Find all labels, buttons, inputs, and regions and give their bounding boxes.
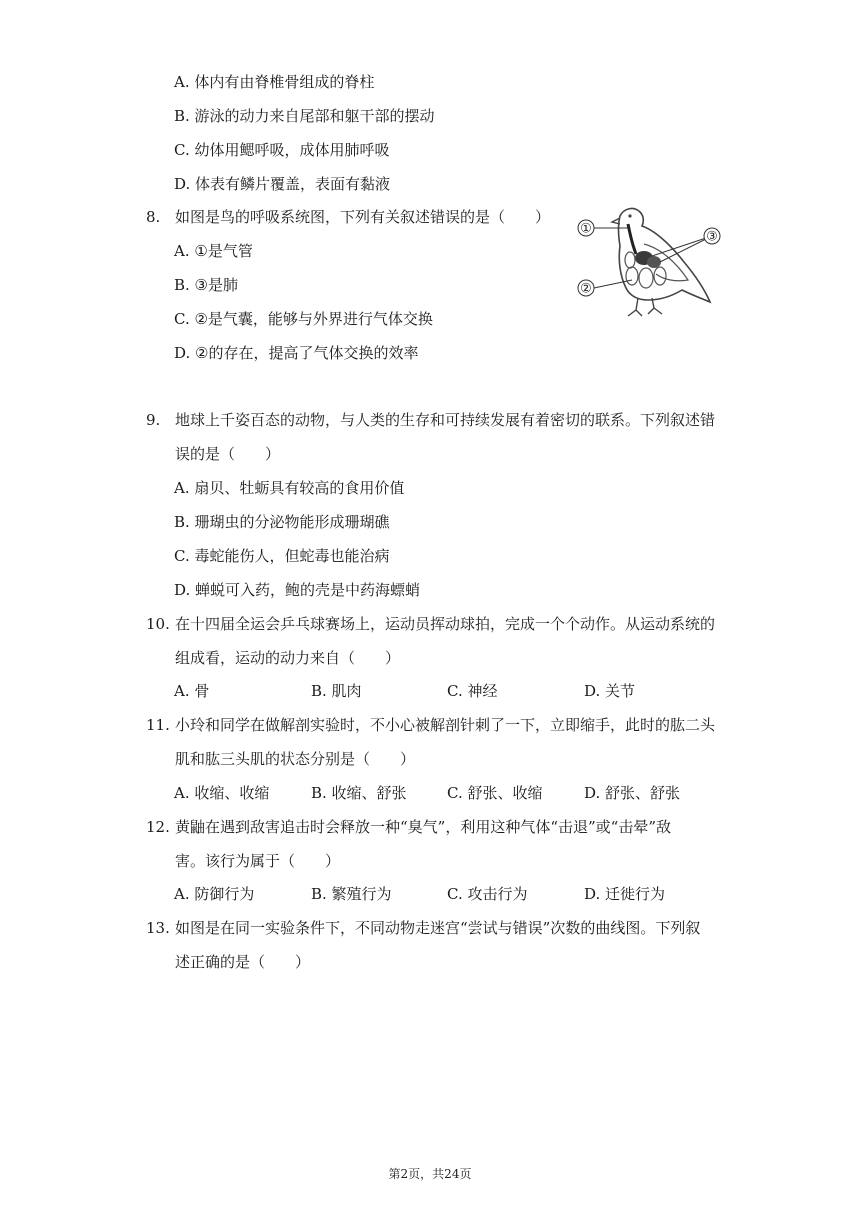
q9-option-a: A. 扇贝、牡蛎具有较高的食用价值 bbox=[174, 479, 405, 497]
q11-option-a: A. 收缩、收缩 bbox=[174, 784, 270, 802]
q10-text-line2: 组成看，运动的动力来自（ ） bbox=[175, 649, 401, 667]
q10-option-b: B. 肌肉 bbox=[311, 682, 362, 700]
q7-option-c: C. 幼体用鳃呼吸，成体用肺呼吸 bbox=[174, 141, 390, 159]
q12-text-line2: 害。该行为属于（ ） bbox=[175, 852, 341, 870]
figure-label-2 bbox=[578, 280, 594, 297]
svg-text:②: ② bbox=[580, 281, 592, 297]
q9-text-line2: 误的是（ ） bbox=[175, 445, 281, 463]
q12-option-a: A. 防御行为 bbox=[174, 885, 255, 903]
q8-option-d: D. ②的存在，提高了气体交换的效率 bbox=[174, 344, 419, 362]
q12-text-line1: 黄鼬在遇到敌害追击时会释放一种“臭气”，利用这种气体“击退”或“击晕”敌 bbox=[175, 818, 672, 836]
q9-option-d: D. 蝉蜕可入药，鲍的壳是中药海螵蛸 bbox=[174, 581, 421, 599]
q7-option-b: B. 游泳的动力来自尾部和躯干部的摆动 bbox=[174, 107, 435, 125]
q7-option-d: D. 体表有鳞片覆盖，表面有黏液 bbox=[174, 175, 391, 193]
q12-option-c: C. 攻击行为 bbox=[447, 885, 528, 903]
q12-option-b: B. 繁殖行为 bbox=[311, 885, 392, 903]
q9-number: 9. bbox=[146, 411, 161, 429]
q9-option-c: C. 毒蛇能伤人，但蛇毒也能治病 bbox=[174, 547, 390, 565]
svg-text:③: ③ bbox=[706, 229, 718, 245]
q11-text-line2: 肌和肱三头肌的状态分别是（ ） bbox=[175, 750, 416, 768]
q10-option-d: D. 关节 bbox=[584, 682, 636, 700]
q11-option-d: D. 舒张、舒张 bbox=[584, 784, 681, 802]
q13-text-line1: 如图是在同一实验条件下，不同动物走迷宫“尝试与错误”次数的曲线图。下列叙 bbox=[175, 919, 701, 937]
q12-option-d: D. 迁徙行为 bbox=[584, 885, 666, 903]
q10-text-line1: 在十四届全运会乒乓球赛场上，运动员挥动球拍，完成一个个动作。从运动系统的 bbox=[175, 615, 716, 633]
q10-option-c: C. 神经 bbox=[447, 682, 498, 700]
q8-option-b: B. ③是肺 bbox=[174, 276, 239, 294]
figure-label-1 bbox=[578, 220, 594, 237]
q10-number: 10. bbox=[146, 615, 170, 633]
q11-number: 11. bbox=[146, 716, 170, 734]
q7-option-a: A. 体内有由脊椎骨组成的脊柱 bbox=[174, 73, 375, 91]
q9-option-b: B. 珊瑚虫的分泌物能形成珊瑚礁 bbox=[174, 513, 390, 531]
q8-text: 如图是鸟的呼吸系统图，下列有关叙述错误的是（ ） bbox=[175, 208, 551, 226]
q13-number: 13. bbox=[146, 919, 170, 937]
q8-option-a: A. ①是气管 bbox=[174, 242, 253, 260]
q10-option-a: A. 骨 bbox=[174, 682, 210, 700]
q11-option-b: B. 收缩、舒张 bbox=[311, 784, 407, 802]
figure-label-3 bbox=[704, 228, 720, 245]
page-footer: 第2页，共24页 bbox=[388, 1167, 472, 1181]
q8-option-c: C. ②是气囊，能够与外界进行气体交换 bbox=[174, 310, 433, 328]
q11-text-line1: 小玲和同学在做解剖实验时，不小心被解剖针刺了一下，立即缩手，此时的肱二头 bbox=[175, 716, 716, 734]
q11-option-c: C. 舒张、收缩 bbox=[447, 784, 543, 802]
q12-number: 12. bbox=[146, 818, 170, 836]
q13-text-line2: 述正确的是（ ） bbox=[175, 953, 311, 971]
svg-text:①: ① bbox=[580, 221, 592, 237]
bird-respiratory-figure bbox=[572, 204, 722, 322]
q8-number: 8. bbox=[146, 208, 161, 226]
q9-text-line1: 地球上千姿百态的动物，与人类的生存和可持续发展有着密切的联系。下列叙述错 bbox=[175, 411, 716, 429]
